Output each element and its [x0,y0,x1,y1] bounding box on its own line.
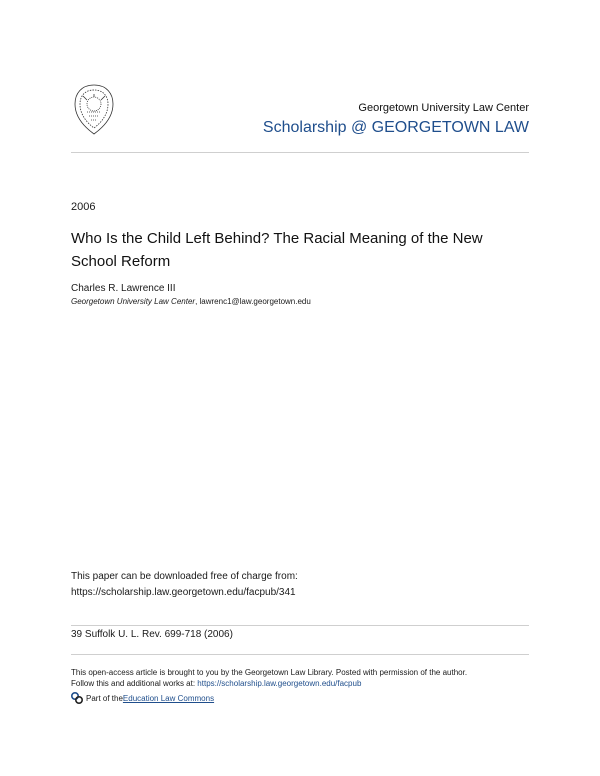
repository-name[interactable]: Scholarship @ GEORGETOWN LAW [262,119,529,136]
divider [71,152,529,153]
georgetown-seal-icon [71,82,117,138]
part-of-text: Part of the [86,693,123,703]
download-url[interactable]: https://scholarship.law.georgetown.edu/facpub/341 [71,587,296,598]
publication-year: 2006 [71,201,96,213]
education-law-commons-link[interactable]: Education Law Commons [122,693,215,703]
download-text: This paper can be downloaded free of charge from: [71,571,298,582]
article-title: Who Is the Child Left Behind? The Racial Meaning of the New School Reform [71,230,483,270]
part-of-line [71,692,214,704]
author-affiliation [71,297,311,306]
divider [71,625,529,626]
download-notice [71,569,298,601]
open-access-text: This open-access article is brought to you by the Georgetown Law Library. Posted with permission of the author. [71,668,468,677]
affiliation-name: Georgetown University Law Center [71,297,196,306]
follow-line [71,678,531,689]
author-name: Charles R. Lawrence III [71,283,176,294]
network-icon [71,692,83,704]
divider [71,654,529,655]
citation: 39 Suffolk U. L. Rev. 699-718 (2006) [71,629,233,640]
open-access-notice [71,667,531,689]
follow-text: Follow this and additional works at: [71,679,198,688]
author-email[interactable]: , lawrenc1@law.georgetown.edu [195,297,311,306]
institution-name: Georgetown University Law Center [358,102,529,114]
collection-link[interactable]: https://scholarship.law.georgetown.edu/facpub [197,679,362,688]
